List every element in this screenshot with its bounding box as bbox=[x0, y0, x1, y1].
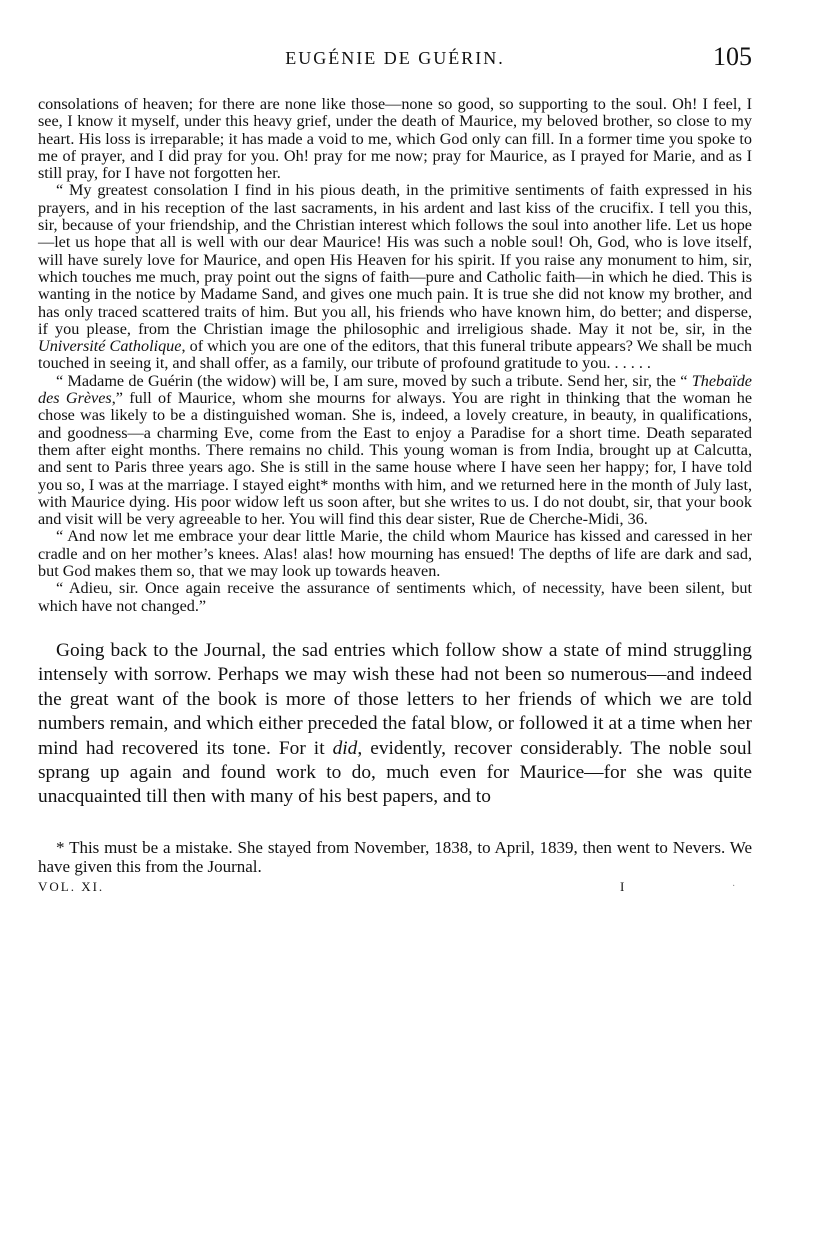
text-run: , evidently, recover considerably. The noble soul sprang up again and found work to do, much even for Maurice—for she was quite unacquainted till then with many of his best papers, and to bbox=[38, 737, 752, 808]
text-run: consolations of heaven; for there are none like those—none so good, so supporting to the soul. Oh! I feel, I see, I know it myself, under this heavy grief, under the death of Maurice, my beloved brother, so close to my heart. His loss is irreparable; it has made a void to me, which God only can fill. In a former time you spoke to me of prayer, and I did pray for you. Oh! pray for me now; pray for Maurice, as I prayed for Marie, and as I still pray, for I have not forgotten her. bbox=[38, 95, 752, 183]
book-page bbox=[38, 44, 752, 897]
text-run: ,” full of Maurice, whom she mourns for always. You are right in thinking that the woman he chose was likely to be a distinguished woman. She is, indeed, a lovely creature, in beauty, in qualifications, and goodness—a charming Eve, come from the East to enjoy a Paradise for a short time. Death separated them after eight months. There remains no child. This young woman is from India, brought up at Calcutta, and sent to Paris three years ago. She is still in the same house where I have seen her happy; for, I have told you so, I was at the marriage. I stayed eight* months with him, and we returned here in the month of July last, with Maurice dying. His poor widow left us soon after, but she writes to us. I do not doubt, sir, that your book and visit will be very agreeable to her. You will find this dear sister, Rue de Cherche-Midi, 36. bbox=[38, 389, 752, 529]
main-text bbox=[38, 639, 752, 810]
footnote bbox=[38, 838, 752, 877]
signature-mark: I bbox=[620, 878, 627, 894]
letter-paragraph bbox=[38, 580, 752, 615]
running-header bbox=[38, 44, 752, 78]
letter-paragraph bbox=[38, 373, 752, 529]
italic-title: Thebaïde des Grèves bbox=[38, 371, 752, 408]
italic-title: Université Catholique bbox=[38, 337, 182, 356]
running-title: EUGÉNIE DE GUÉRIN. bbox=[285, 48, 505, 68]
volume-label: VOL. XI. bbox=[38, 878, 105, 894]
text-run: , of which you are one of the editors, that this funeral tribute appears? We shall be much touched in seeing it, and shall offer, as a family, our tribute of profound gratitude to you. . . . . . bbox=[38, 337, 752, 373]
quoted-letter bbox=[38, 96, 752, 615]
letter-paragraph bbox=[38, 182, 752, 372]
body-paragraph bbox=[38, 639, 752, 810]
letter-paragraph bbox=[38, 96, 752, 182]
page-number: 105 bbox=[713, 42, 752, 71]
text-run: “ Adieu, sir. Once again receive the assurance of sentiments which, of necessity, have been silent, but which have not changed.” bbox=[38, 579, 752, 615]
text-run: Going back to the Journal, the sad entries which follow show a state of mind struggling intensely with sorrow. Perhaps we may wish these had not been so numerous—and indeed the great want of the book is more of those letters to her friends of which we are told numbers remain, and which either preceded the fatal blow, or followed it at a time when her mind had recovered its tone. For it bbox=[38, 639, 752, 759]
text-run: “ My greatest consolation I find in his pious death, in the primitive sentiments of faith expressed in his prayers, and in his reception of the last sacraments, in his ardent and last kiss of the crucifix. I tell you this, sir, because of your friendship, and the Christian interest which follows the soul into another life. Let us hope—let us hope that all is well with our dear Maurice! His was such a noble soul! Oh, God, who is love itself, will have surely love for Maurice, and open His Heaven for his spirit. If you raise any monument to him, sir, which touches me much, pray point out the signs of faith—pure and Catholic faith—in which he died. This is wanting in the notice by Madame Sand, and gives one much pain. It is true she did not know my brother, and has only traced scattered traits of him. But you all, his friends who have known him, do better; and disperse, if you please, from the Christian image the philosophic and irreligious shade. May it not be, sir, in the bbox=[38, 181, 752, 338]
text-run: “ Madame de Guérin (the widow) will be, I am sure, moved by such a tribute. Send her, sir, the “ bbox=[56, 371, 692, 390]
page-footer bbox=[38, 879, 752, 897]
letter-paragraph bbox=[38, 528, 752, 580]
footnote-text: * This must be a mistake. She stayed from November, 1838, to April, 1839, then went to Nevers. We have given this from the Journal. bbox=[38, 837, 752, 877]
text-run: “ And now let me embrace your dear little Marie, the child whom Maurice has kissed and caressed in her cradle and on her mother’s knees. Alas! alas! how mourning has ensued! The depths of life are dark and sad, but God makes them so, that we may look up towards heaven. bbox=[38, 527, 752, 581]
footer-dot: · bbox=[732, 880, 738, 892]
italic-title: did bbox=[332, 737, 358, 759]
